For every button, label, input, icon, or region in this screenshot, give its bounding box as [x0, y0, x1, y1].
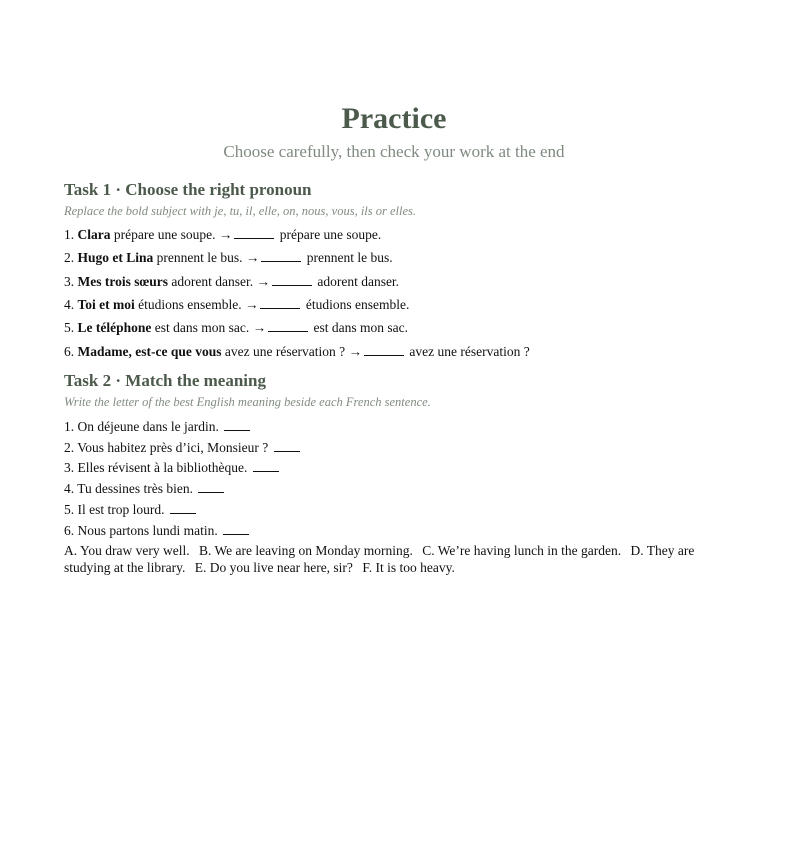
task1-item: [64, 296, 409, 314]
option-f: F. It is too heavy.: [362, 559, 455, 575]
item-after: est dans mon sac.: [313, 320, 408, 335]
item-text: 6. Nous partons lundi matin.: [64, 523, 218, 538]
task2-item: [64, 501, 198, 519]
item-rest: est dans mon sac.: [154, 320, 250, 335]
item-after: étudions ensemble.: [305, 297, 410, 312]
item-text: 4. Tu dessines très bien.: [64, 481, 194, 496]
arrow-icon: →: [245, 250, 260, 265]
arrow-icon: →: [244, 297, 259, 312]
item-subject: Clara: [77, 227, 111, 242]
option-c: C. We’re having lunch in the garden.: [422, 543, 622, 558]
item-after: avez une réservation ?: [409, 344, 530, 359]
item-number: 3.: [64, 274, 75, 289]
task2-item: [64, 439, 302, 457]
item-number: 5.: [64, 320, 75, 335]
task2-item: [64, 522, 251, 540]
answer-blank[interactable]: [253, 459, 279, 472]
item-text: 3. Elles révisent à la bibliothèque.: [64, 460, 248, 475]
item-text: 2. Vous habitez près d’ici, Monsieur ?: [64, 440, 269, 455]
task2-heading: Task 2 · Match the meaning: [64, 371, 266, 390]
item-rest: adorent danser.: [171, 274, 254, 289]
item-subject: Hugo et Lina: [77, 250, 154, 265]
item-rest: prennent le bus.: [156, 250, 243, 265]
item-after: prépare une soupe.: [279, 227, 382, 242]
item-text: 5. Il est trop lourd.: [64, 502, 165, 517]
item-subject: Le téléphone: [77, 320, 152, 335]
item-subject: Mes trois sœurs: [77, 274, 168, 289]
answer-blank[interactable]: [198, 480, 224, 493]
item-subject: Madame, est-ce que vous: [77, 344, 222, 359]
answer-blank[interactable]: [170, 501, 196, 514]
answer-blank[interactable]: [260, 296, 300, 309]
item-rest: étudions ensemble.: [138, 297, 242, 312]
answer-blank[interactable]: [224, 418, 250, 431]
arrow-icon: →: [256, 274, 270, 289]
page-subtitle: Choose carefully, then check your work at the end: [223, 142, 565, 161]
item-after: prennent le bus.: [306, 250, 393, 265]
arrow-icon: →: [252, 320, 267, 335]
arrow-icon: →: [348, 344, 363, 359]
option-e: E. Do you live near here, sir?: [194, 559, 353, 575]
task1-item: [64, 226, 381, 244]
task1-instructions: Replace the bold subject with je, tu, il, elle, on, nous, vous, ils or elles.: [64, 204, 417, 218]
page-title: Practice: [341, 102, 447, 135]
option-b: B. We are leaving on Monday morning.: [199, 543, 413, 558]
item-rest: prépare une soupe.: [113, 227, 216, 242]
answer-blank[interactable]: [261, 249, 301, 262]
task1-item: [64, 319, 408, 337]
task1-item: [64, 249, 393, 267]
item-number: 1.: [64, 227, 75, 242]
task1-item: [64, 273, 399, 291]
item-number: 4.: [64, 297, 75, 312]
item-number: 2.: [64, 250, 75, 265]
item-text: 1. On déjeune dans le jardin.: [64, 419, 219, 434]
task2-item: [64, 459, 281, 477]
answer-blank[interactable]: [364, 343, 404, 356]
answer-blank[interactable]: [274, 439, 300, 452]
item-subject: Toi et moi: [77, 297, 135, 312]
answer-blank[interactable]: [268, 319, 308, 332]
item-number: 6.: [64, 344, 75, 359]
arrow-icon: →: [218, 227, 233, 242]
answer-blank[interactable]: [272, 273, 312, 286]
item-after: adorent danser.: [317, 274, 400, 289]
task2-item: [64, 418, 252, 436]
answer-blank[interactable]: [234, 226, 274, 239]
option-a: A. You draw very well.: [64, 543, 190, 558]
answer-options: [64, 543, 724, 576]
task1-heading: Task 1 · Choose the right pronoun: [64, 180, 312, 199]
option-d: D. They are studying at the library.: [64, 543, 695, 575]
task2-item: [64, 480, 226, 498]
item-rest: avez une réservation ?: [224, 344, 346, 359]
task2-instructions: Write the letter of the best English meaning beside each French sentence.: [64, 395, 431, 409]
answer-blank[interactable]: [223, 522, 249, 535]
task1-item: [64, 343, 530, 361]
